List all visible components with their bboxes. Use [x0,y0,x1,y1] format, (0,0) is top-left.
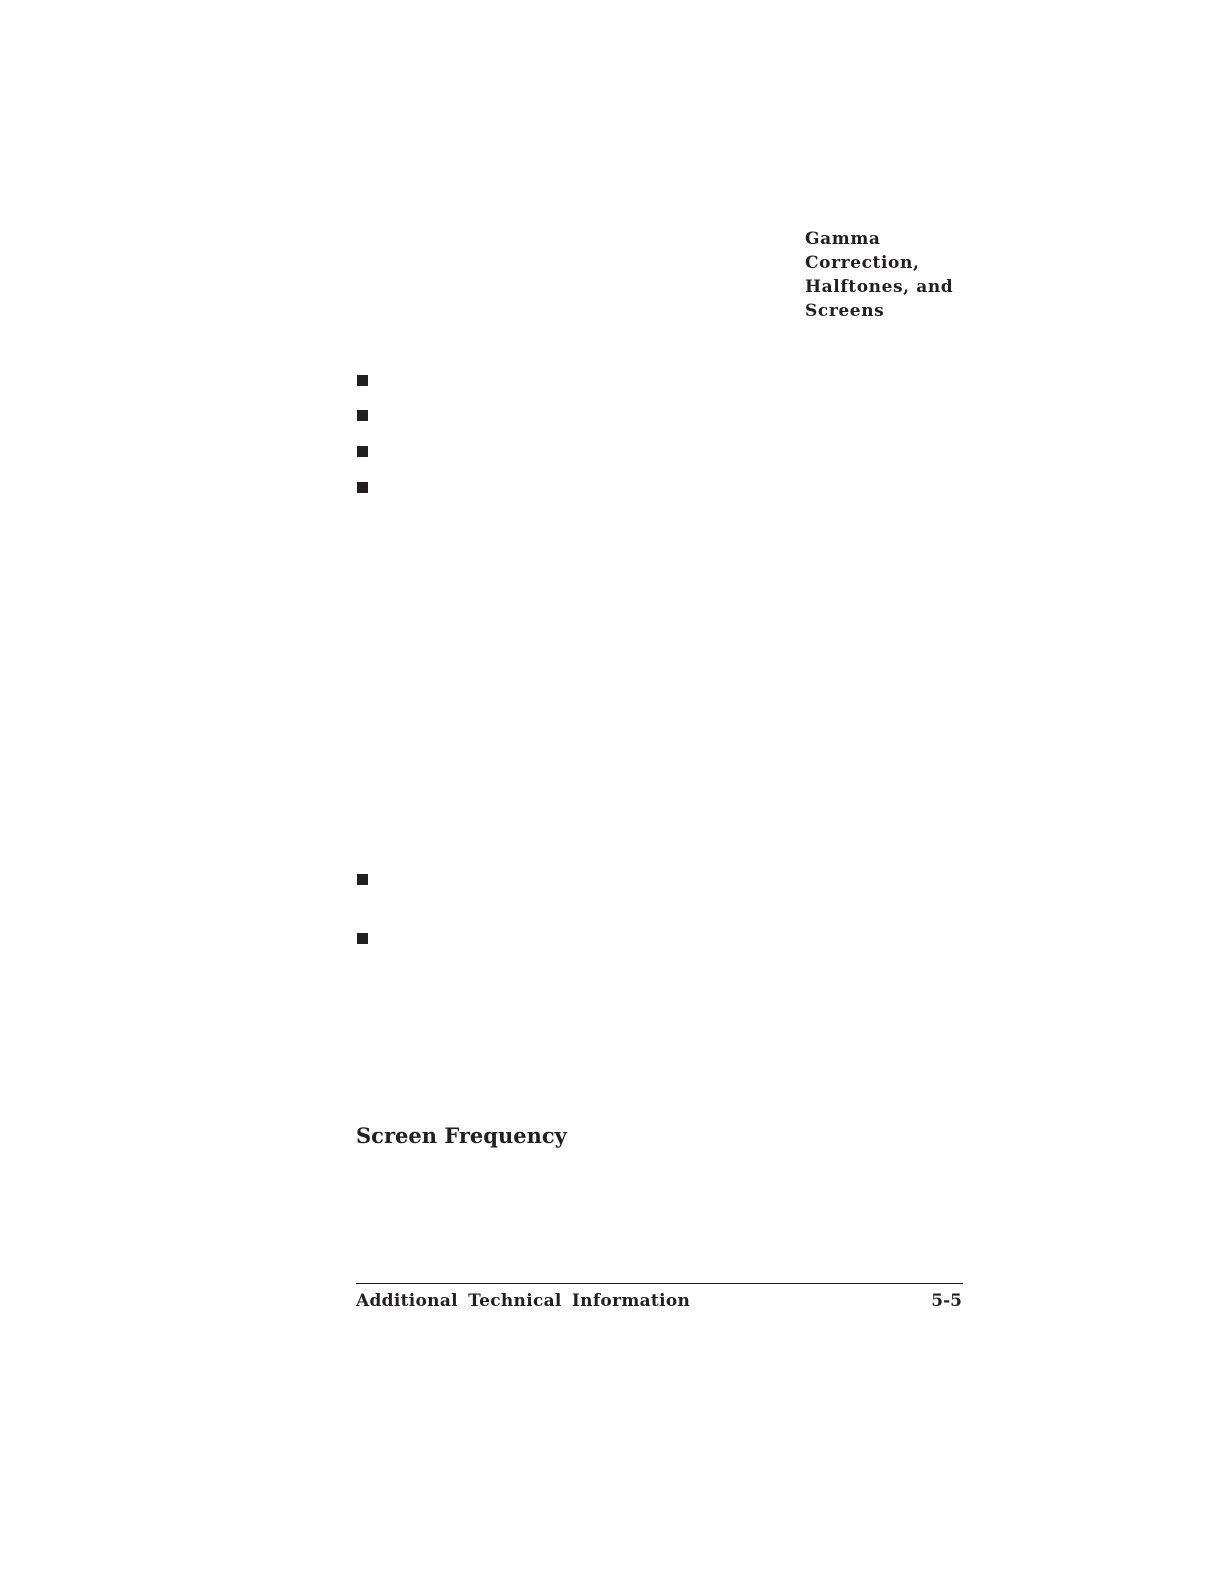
section-heading: Screen Frequency [356,1123,567,1148]
bullet-square-icon [357,482,368,493]
side-heading-line: Screens [805,301,885,321]
side-heading-line: Correction, [805,253,920,273]
footer-chapter-title: Additional Technical Information [356,1291,691,1311]
bullet-square-icon [357,874,368,885]
side-heading-line: Halftones, and [805,277,954,297]
bullet-square-icon [357,375,368,386]
side-heading-line: Gamma [805,229,881,249]
bullet-square-icon [357,933,368,944]
footer-divider [356,1283,963,1284]
running-side-heading [805,227,975,323]
footer-page-number: 5-5 [931,1291,962,1311]
bullet-square-icon [357,446,368,457]
bullet-square-icon [357,410,368,421]
